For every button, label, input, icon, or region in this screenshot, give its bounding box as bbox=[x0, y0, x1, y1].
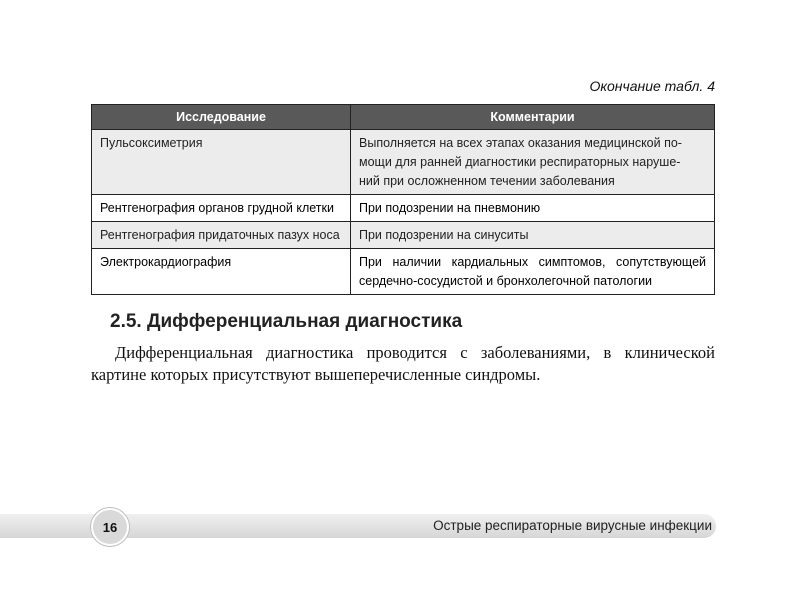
row-comment: При наличии кардиальных симптомов, сопутствующей сердечно-сосудистой и бронхолегочной патологии bbox=[351, 249, 715, 295]
running-title: Острые респираторные вирусные инфекции bbox=[433, 518, 712, 533]
table-row bbox=[92, 222, 715, 249]
section-paragraph: Дифференциальная диагностика проводится с заболеваниями, в клинической картине которых присутствуют вышеперечисленные синдромы. bbox=[91, 343, 715, 384]
table-row bbox=[92, 195, 715, 222]
header-investigation: Исследование bbox=[92, 105, 351, 130]
row-comment: При подозрении на пневмонию bbox=[351, 195, 715, 222]
table-row bbox=[92, 249, 715, 295]
row-comment: Выполняется на всех этапах оказания медицинской по- мощи для ранней диагностики респираторных наруше- ний при осложненном течении заболевания bbox=[351, 130, 715, 195]
table-header-row bbox=[92, 105, 715, 130]
row-test: Рентгенография придаточных пазух носа bbox=[92, 222, 351, 249]
table-caption: Окончание табл. 4 bbox=[589, 78, 715, 94]
table-row bbox=[92, 130, 715, 195]
row-test: Электрокардиография bbox=[92, 249, 351, 295]
page-number: 16 bbox=[91, 508, 129, 546]
header-comments: Комментарии bbox=[351, 105, 715, 130]
row-test: Рентгенография органов грудной клетки bbox=[92, 195, 351, 222]
investigations-table bbox=[91, 104, 715, 295]
row-comment: При подозрении на синуситы bbox=[351, 222, 715, 249]
row-test: Пульсоксиметрия bbox=[92, 130, 351, 195]
section-heading: 2.5. Дифференциальная диагностика bbox=[110, 311, 463, 332]
